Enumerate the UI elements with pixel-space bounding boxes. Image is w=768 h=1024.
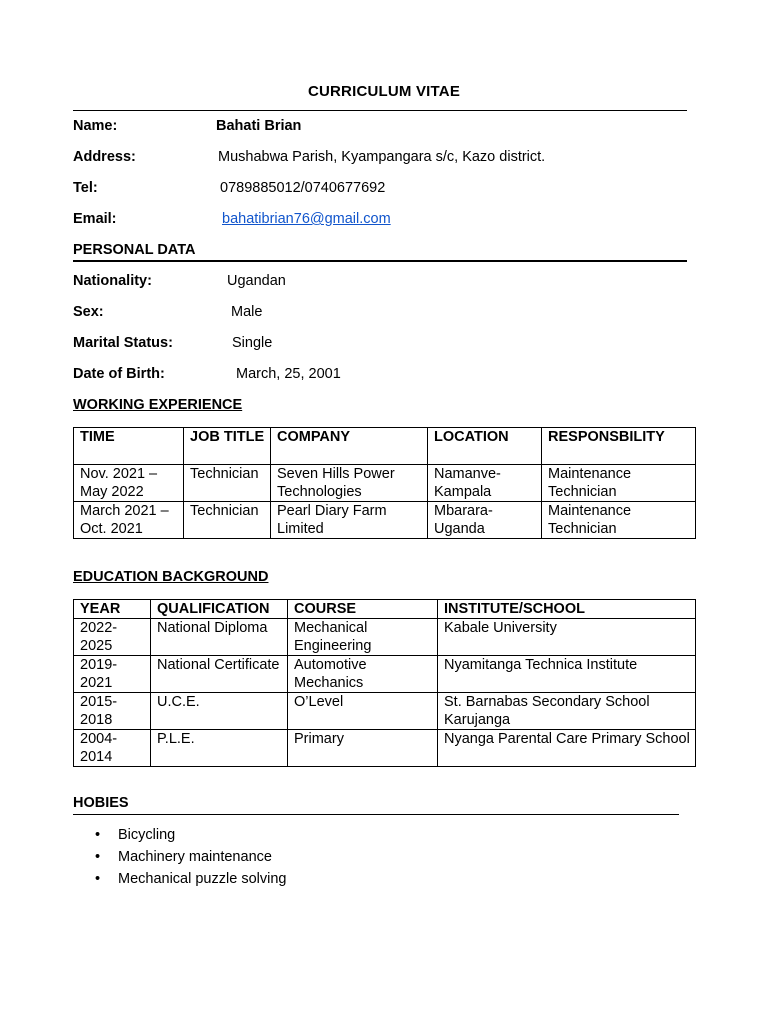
cell-qualification: National Certificate (151, 656, 288, 693)
personal-data-divider (73, 260, 687, 262)
cell-location: Mbarara-Uganda (428, 502, 542, 539)
table-row (74, 693, 696, 730)
cell-course: Mechanical Engineering (288, 619, 438, 656)
cell-year: 2004-2014 (74, 730, 151, 767)
header-company: COMPANY (271, 428, 428, 465)
table-row (74, 730, 696, 767)
list-item: • Mechanical puzzle solving (73, 869, 286, 891)
cell-qualification: P.L.E. (151, 730, 288, 767)
tel-value: 0789885012/0740677692 (220, 180, 386, 196)
nationality-label: Nationality: (73, 273, 152, 289)
working-experience-heading: WORKING EXPERIENCE (73, 397, 243, 413)
tel-label: Tel: (73, 180, 98, 196)
cell-responsibility: Maintenance Technician (542, 502, 696, 539)
table-row (74, 465, 696, 502)
address-value: Mushabwa Parish, Kyampangara s/c, Kazo district. (218, 149, 546, 165)
table-row (74, 656, 696, 693)
cell-course: Primary (288, 730, 438, 767)
sex-label: Sex: (73, 304, 104, 320)
cell-job-title: Technician (184, 502, 271, 539)
marital-status-value: Single (232, 335, 273, 351)
cell-company: Pearl Diary Farm Limited (271, 502, 428, 539)
header-job-title: JOB TITLE (184, 428, 271, 465)
cell-institute: Nyanga Parental Care Primary School (438, 730, 696, 767)
table-header-row (74, 600, 696, 619)
header-responsibility: RESPONSBILITY (542, 428, 696, 465)
cell-qualification: National Diploma (151, 619, 288, 656)
cell-qualification: U.C.E. (151, 693, 288, 730)
cell-course: O’Level (288, 693, 438, 730)
cell-year: 2022-2025 (74, 619, 151, 656)
header-time: TIME (74, 428, 184, 465)
email-label: Email: (73, 211, 117, 227)
table-row (74, 619, 696, 656)
cell-institute: Nyamitanga Technica Institute (438, 656, 696, 693)
education-background-heading: EDUCATION BACKGROUND (73, 569, 269, 585)
hobbies-list (73, 825, 286, 891)
cell-year: 2015-2018 (74, 693, 151, 730)
work-experience-table (73, 427, 696, 539)
table-row (74, 502, 696, 539)
cell-time: March 2021 – Oct. 2021 (74, 502, 184, 539)
education-table (73, 599, 696, 767)
header-course: COURSE (288, 600, 438, 619)
header-qualification: QUALIFICATION (151, 600, 288, 619)
hobbies-divider (73, 814, 679, 815)
list-item: • Machinery maintenance (73, 847, 286, 869)
cell-institute: St. Barnabas Secondary School Karujanga (438, 693, 696, 730)
cell-job-title: Technician (184, 465, 271, 502)
name-value: Bahati Brian (216, 118, 302, 134)
cell-time: Nov. 2021 – May 2022 (74, 465, 184, 502)
date-of-birth-label: Date of Birth: (73, 366, 165, 382)
cell-location: Namanve-Kampala (428, 465, 542, 502)
personal-data-heading: PERSONAL DATA (73, 242, 196, 258)
title-divider (73, 110, 687, 111)
list-item: • Bicycling (73, 825, 286, 847)
marital-status-label: Marital Status: (73, 335, 173, 351)
sex-value: Male (231, 304, 263, 320)
address-label: Address: (73, 149, 136, 165)
nationality-value: Ugandan (227, 273, 286, 289)
header-year: YEAR (74, 600, 151, 619)
email-link[interactable]: bahatibrian76@gmail.com (222, 211, 391, 227)
date-of-birth-value: March, 25, 2001 (236, 366, 341, 382)
cell-course: Automotive Mechanics (288, 656, 438, 693)
cell-company: Seven Hills Power Technologies (271, 465, 428, 502)
table-header-row (74, 428, 696, 465)
cell-institute: Kabale University (438, 619, 696, 656)
header-location: LOCATION (428, 428, 542, 465)
page-title: CURRICULUM VITAE (307, 83, 461, 100)
cell-responsibility: Maintenance Technician (542, 465, 696, 502)
hobbies-heading: HOBIES (73, 795, 129, 811)
cell-year: 2019-2021 (74, 656, 151, 693)
header-institute: INSTITUTE/SCHOOL (438, 600, 696, 619)
name-label: Name: (73, 118, 118, 134)
